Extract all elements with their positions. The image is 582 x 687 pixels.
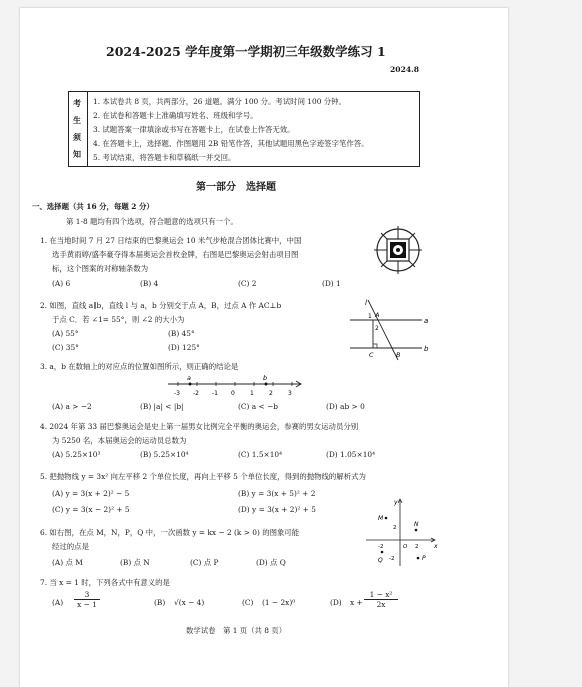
question-1-option-b: (B) 4 (140, 279, 159, 288)
part-title: 第一部分 选择题 (196, 182, 276, 193)
notice-box (68, 91, 420, 167)
question-7-option-d-label: (D) (330, 598, 342, 607)
question-7-option-d-fraction (364, 590, 398, 609)
number-line-tick-label: 2 (269, 390, 273, 397)
question-3-option-c: (C) a < −b (238, 402, 278, 411)
graph-label-origin: O (403, 544, 408, 550)
notice-heading-char: 须 (73, 132, 81, 142)
question-5-option-d: (D) y = 3(x + 2)² + 5 (238, 505, 316, 514)
question-6-option-b: (B) 点 N (120, 558, 150, 567)
figure-label-b: b (424, 345, 429, 353)
number-line-tick-label: 3 (288, 390, 292, 397)
section-note: 第 1-8 题均有四个选项，符合题意的选项只有一个。 (66, 217, 238, 226)
question-1-option-c: (C) 2 (238, 279, 257, 288)
question-7-option-b-expression: √(x − 4) (174, 598, 205, 607)
graph-point-m: M (378, 515, 384, 522)
shooting-pictogram (374, 226, 422, 274)
question-1-line: 标，这个图案的对称轴条数为 (52, 264, 149, 273)
question-2-figure (342, 298, 432, 362)
question-7-option-c-expression: (1 − 2x)⁰ (262, 598, 296, 607)
figure-angle-1: 1 (368, 313, 372, 320)
notice-heading-char: 生 (73, 115, 81, 125)
question-2-option-d: (D) 125° (168, 343, 200, 352)
number-line-point-b: b (263, 374, 268, 382)
graph-point-q: Q (378, 557, 383, 564)
graph-point-p: P (422, 555, 426, 562)
graph-axis-y: y (394, 499, 398, 506)
number-line-point-a: a (187, 374, 191, 382)
graph-label-2-x: 2 (415, 544, 419, 550)
question-1-line: 选手黄雨婷/盛李豪夺得本届奥运会首枚金牌，右图是巴黎奥运会射击项目图 (52, 250, 299, 259)
question-7-option-b-label: (B) (154, 598, 166, 607)
number-line-tick-label: 1 (250, 390, 254, 397)
graph-label-2-y: 2 (393, 525, 397, 531)
exam-page (20, 8, 508, 687)
notice-item: 3. 试题答案一律填涂或书写在答题卡上，在试卷上作答无效。 (93, 125, 295, 134)
question-5-option-b: (B) y = 3(x + 5)² + 2 (238, 489, 316, 498)
question-7-option-c-label: (C) (242, 598, 254, 607)
question-3-line: 3. a，b 在数轴上的对应点的位置如图所示，则正确的结论是 (40, 362, 239, 371)
question-4-line: 为 5250 名，本届奥运会的运动员总数为 (52, 436, 187, 445)
question-4-option-d: (D) 1.05×10⁴ (326, 450, 376, 459)
question-2-option-c: (C) 35° (52, 343, 79, 352)
question-7-line: 7. 当 x = 1 时，下列各式中有意义的是 (40, 578, 170, 587)
number-line-tick-label: -3 (174, 390, 180, 397)
figure-label-point-c: C (369, 351, 374, 359)
question-6-option-c: (C) 点 P (190, 558, 219, 567)
graph-axis-x: x (434, 543, 438, 550)
question-6-graph (360, 496, 440, 568)
question-2-option-b: (B) 45° (168, 329, 195, 338)
question-6-line: 6. 如右图，在点 M，N，P，Q 中，一次函数 y = kx − 2 (k > 0) 的图象可能 (40, 528, 300, 537)
number-line-tick-label: -1 (212, 390, 218, 397)
question-6-option-a: (A) 点 M (52, 558, 83, 567)
question-2-line: 2. 如图，直线 a∥b，直线 l 与 a，b 分别交于点 A，B，过点 A 作 AC⊥b (40, 301, 282, 310)
graph-point-n: N (414, 521, 419, 528)
question-1-line: 1. 在当地时间 7 月 27 日结束的巴黎奥运会 10 米气步枪混合团体比赛中，中国 (40, 236, 302, 245)
graph-label-neg2-y: -2 (389, 556, 395, 562)
question-4-option-b: (B) 5.25×10⁴ (140, 450, 189, 459)
question-1-option-d: (D) 1 (322, 279, 341, 288)
notice-item: 1. 本试卷共 8 页，共两部分，26 道题。满分 100 分。考试时间 100 分钟。 (93, 97, 346, 106)
figure-label-point-b: B (396, 351, 401, 359)
question-2-line: 于点 C．若 ∠1= 55°，则 ∠2 的大小为 (52, 315, 185, 324)
question-3-option-d: (D) ab > 0 (326, 402, 365, 411)
exam-date: 2024.8 (390, 65, 420, 74)
figure-label-point-a: A (375, 311, 380, 319)
fraction-numerator: 1 − x² (364, 590, 398, 600)
question-7-option-a-label: (A) (52, 598, 64, 607)
question-1-option-a: (A) 6 (52, 279, 71, 288)
figure-angle-2: 2 (375, 325, 379, 332)
notice-heading-char: 考 (73, 98, 81, 108)
notice-heading-char: 知 (73, 149, 81, 159)
notice-heading (69, 92, 88, 166)
page-title: 2024-2025 学年度第一学期初三年级数学练习 1 (106, 44, 386, 59)
fraction-denominator: x − 1 (77, 600, 97, 609)
number-line (160, 374, 310, 400)
question-4-option-c: (C) 1.5×10⁴ (238, 450, 283, 459)
question-3-option-b: (B) |a| < |b| (140, 402, 184, 411)
question-4-line: 4. 2024 年第 33 届巴黎奥运会是史上第一届男女比例完全平衡的奥运会，参赛的男女运动员分别 (40, 422, 359, 431)
graph-label-neg2-x: -2 (378, 544, 384, 550)
question-7-option-a-fraction (74, 590, 100, 609)
figure-label-a: a (424, 317, 429, 325)
page-footer: 数学试卷 第 1 页（共 8 页） (186, 626, 287, 635)
question-2-option-a: (A) 55° (52, 329, 79, 338)
notice-item: 4. 在答题卡上，选择题、作图题用 2B 铅笔作答，其他试题用黑色字迹签字笔作答。 (93, 139, 369, 148)
number-line-tick-label: 0 (231, 390, 235, 397)
fraction-numerator: 3 (74, 590, 100, 600)
question-6-option-d: (D) 点 Q (256, 558, 286, 567)
question-4-option-a: (A) 5.25×10³ (52, 450, 101, 459)
question-5-option-a: (A) y = 3(x + 2)² − 5 (52, 489, 130, 498)
number-line-tick-label: -2 (193, 390, 199, 397)
question-7-option-d-prefix: x + (350, 598, 363, 607)
question-5-line: 5. 把抛物线 y = 3x² 向左平移 2 个单位长度，再向上平移 5 个单位长度，得到的抛物线的解析式为 (40, 472, 366, 481)
section-title: 一、选择题（共 16 分，每题 2 分） (32, 202, 154, 211)
fraction-denominator: 2x (376, 600, 386, 609)
question-5-option-c: (C) y = 3(x − 2)² + 5 (52, 505, 130, 514)
figure-label-l: l (365, 299, 367, 307)
notice-item: 5. 考试结束，将答题卡和草稿纸一并交回。 (93, 153, 236, 162)
question-6-line: 经过的点是 (52, 542, 89, 551)
notice-item: 2. 在试卷和答题卡上准确填写姓名、班级和学号。 (93, 111, 258, 120)
question-3-option-a: (A) a > −2 (52, 402, 92, 411)
